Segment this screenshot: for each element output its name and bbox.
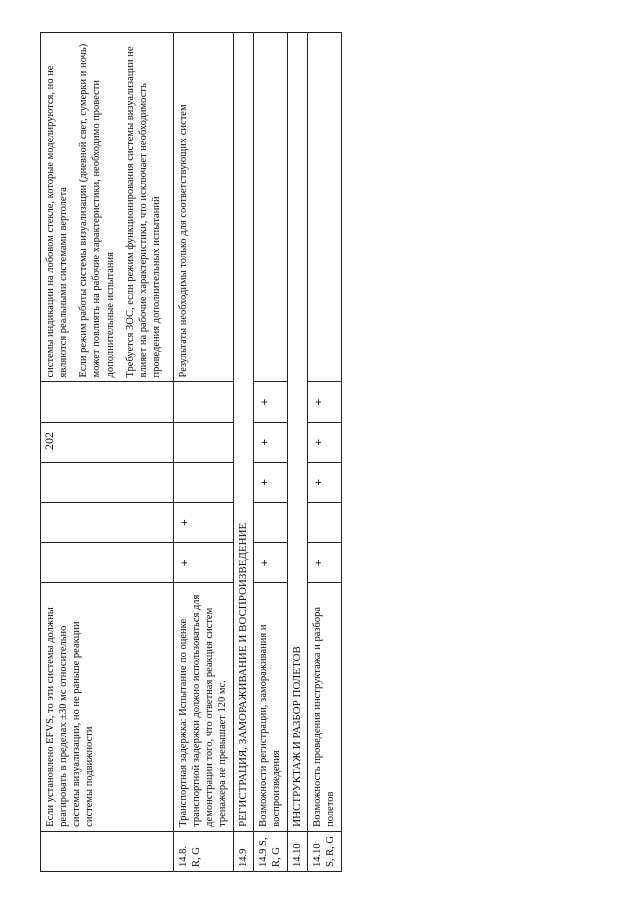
section-title: РЕГИСТРАЦИЯ, ЗАМОРАЖИВАНИЕ И ВОСПРОИЗВЕДЕНИЕ [233,33,254,832]
level-mark [41,543,174,583]
item-description: Возможности регистрации, замораживания и воспроизведения [254,583,287,831]
level-mark: + [254,382,287,422]
level-mark [308,503,341,543]
level-mark: + [308,462,341,502]
item-code: 14.9 S, R, G [254,831,287,871]
requirements-table [40,32,342,872]
note-paragraph: системы индикации на лобовом стекле, которые моделируются, но не являются реальными системами вертолета [45,65,70,378]
table-row [254,33,287,872]
level-mark [41,382,174,422]
table-row [174,33,234,872]
table-row [308,33,341,872]
item-code: 14.10 S, R, G [308,831,341,871]
level-mark: + [254,462,287,502]
table-row [41,33,174,872]
level-mark: + [308,382,341,422]
section-code: 14.10 [287,831,308,871]
item-description: Если установлено EFVS, то эти системы должны реагировать в пределах ±30 мс относительно системы визуализации, но не раньше реакции системы подвижности [41,583,174,831]
level-mark: + [254,543,287,583]
level-mark [41,422,174,462]
note-paragraph: Требуется ЗОС, если режим функционирования системы визуализации не влияет на рабочие характеристики, что исключает необходимость проведения дополнительных испытаний [124,46,162,378]
note-paragraph: Если режим работы системы визуализации (дневной свет, сумерки и ночь) может повлиять на рабочие характеристики, необходимо провести дополнительные испытания [78,43,116,378]
level-mark [174,462,234,502]
item-code [41,831,174,871]
page-number: 202 [42,432,56,450]
level-mark [174,422,234,462]
section-title: ИНСТРУКТАЖ И РАЗБОР ПОЛЕТОВ [287,33,308,832]
note-paragraph: Результаты необходимы только для соответствующих систем [178,104,189,378]
level-mark: + [308,422,341,462]
item-notes [308,33,341,382]
level-mark [41,503,174,543]
level-mark: + [254,422,287,462]
section-row [233,33,254,872]
level-mark [254,503,287,543]
level-mark [174,382,234,422]
item-notes [41,33,174,382]
item-description: Возможность проведения инструктажа и разбора полетов [308,583,341,831]
section-row [287,33,308,872]
section-code: 14.9 [233,831,254,871]
item-notes [174,33,234,382]
level-mark: + [174,543,234,583]
item-description: Транспортная задержка: Испытание по оценке транспортной задержки должно использоваться для демонстрации того, что ответная реакция систем тренажера не превышает 120 мс. [174,583,234,831]
item-notes [254,33,287,382]
item-code: 14.8. R, G [174,831,234,871]
level-mark [41,462,174,502]
level-mark: + [308,543,341,583]
level-mark: + [174,503,234,543]
